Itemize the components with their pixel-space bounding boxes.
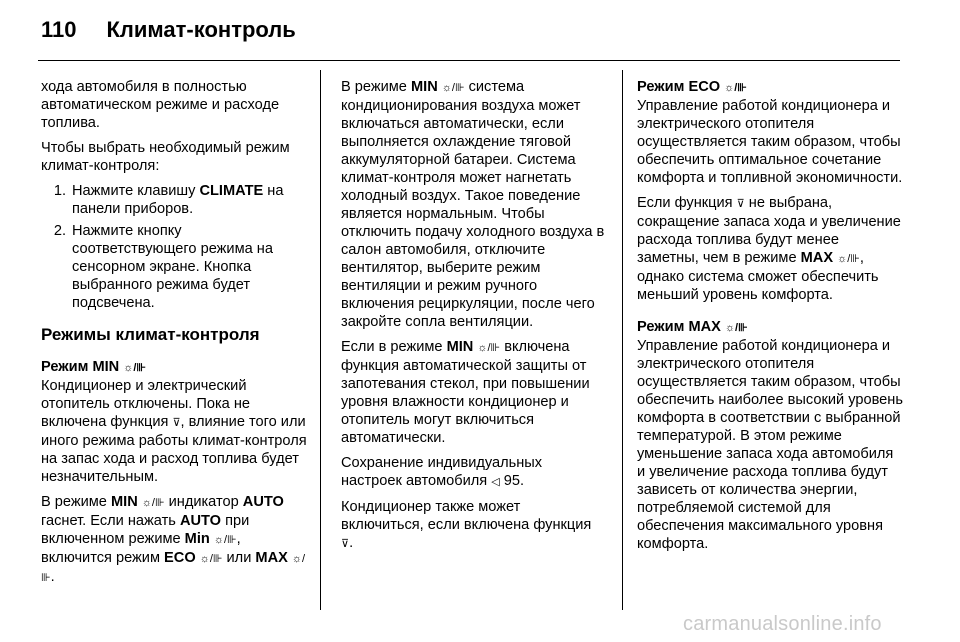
paragraph: хода автомобиля в полностью автоматическом режиме и расходе топлива. (41, 79, 280, 131)
paragraph: Управление работой кондиционера и электрического отопителя осуществляется таким образом, чтобы обеспечить оптимальное сочетание комфорта и топливной экономичности. (637, 98, 903, 186)
fan-ac-icon: ☼/⊪ (724, 322, 748, 334)
text: индикатор (164, 494, 243, 510)
paragraph: Управление работой кондиционера и электрического отопителя осуществляется таким образом, чтобы обеспечить наиболее высокий уровень комфорта в соответствии с выбранной температурой. В этом режиме уменьшение запаса хода автомобиля и увеличение расхода топлива будут зависеть от количества энергии, потребляемой системой для обеспечения максимального уровня комфорта. (637, 338, 903, 552)
paragraph (637, 194, 903, 304)
steps-list (41, 182, 307, 312)
list-item (41, 182, 307, 218)
column-divider (622, 70, 623, 610)
text: Сохранение индивидуальных настроек автомобиля (341, 455, 543, 489)
text: Кондиционер также может включиться, если включена функция (341, 499, 592, 533)
fan-ac-icon: ☼/⊪ (141, 497, 165, 509)
header-rule (38, 60, 900, 61)
text: Если в режиме (341, 339, 447, 355)
text: при включенном режиме (41, 513, 250, 547)
step-number: 1. (53, 183, 66, 199)
max-heading (637, 318, 903, 337)
fan-ac-icon: ☼/⊪ (724, 82, 747, 94)
mode-label: ECO (164, 550, 196, 566)
eco-heading (637, 78, 903, 97)
paragraph (341, 498, 605, 553)
paragraph (41, 377, 307, 486)
text: гаснет. Если нажать (41, 513, 180, 529)
fan-ac-icon: ☼/⊪ (199, 553, 223, 565)
climate-key-label: CLIMATE (199, 183, 264, 199)
heading-text: Режим MAX (637, 319, 721, 335)
min-heading (41, 358, 307, 377)
text: . (50, 569, 55, 585)
text: В режиме (41, 494, 111, 510)
text: . (349, 535, 354, 551)
page-reference[interactable]: 95. (499, 473, 525, 489)
fan-ac-icon: ☼/⊪ (441, 82, 465, 94)
text: включена функция автоматической защиты от запотевания стекол, при повышении уровня влажности кондиционер и отопитель могут включиться автоматически. (341, 339, 590, 446)
fan-ac-icon: ☼/⊪ (477, 342, 501, 354)
text: Нажмите клавишу (72, 183, 200, 199)
text: , влияние того или иного режима работы климат-контроля на запас хода и расход топлива будет незначительным. (41, 414, 307, 485)
paragraph (341, 338, 605, 447)
fan-ac-icon: ☼/⊪ (123, 362, 147, 374)
text: , однако система сможет обеспечить меньший уровень комфорта. (637, 250, 879, 303)
column-divider (320, 70, 321, 610)
mode-label: AUTO (242, 494, 284, 510)
list-item (41, 222, 307, 312)
heading-text: Режим ECO (637, 79, 721, 95)
text: Если функция (637, 195, 737, 211)
paragraph (341, 78, 605, 331)
page-number: 110 (41, 17, 77, 42)
page-header (41, 17, 296, 43)
step-number: 2. (53, 223, 66, 239)
text: Кондиционер и электрический отопитель отключены. Пока не включена функция (41, 378, 251, 430)
column-3 (637, 78, 903, 560)
mode-label: MAX (255, 550, 288, 566)
windshield-icon: ⊽ (341, 538, 350, 550)
section-heading: Режимы климат-контроля (41, 325, 260, 344)
mode-label: MIN (110, 494, 138, 510)
text: Нажмите кнопку соответствующего режима на сенсорном экране. Кнопка выбранного режима будет подсвечена. (72, 223, 273, 311)
column-1 (41, 78, 307, 594)
heading-text: Режим MIN (41, 359, 120, 375)
page-title: Климат-контроль (106, 17, 296, 42)
page-reference-icon: ◁ (491, 476, 500, 488)
text: не выбрана, сокращение запаса хода и увеличение расхода топлива будут менее заметны, чем в режиме (637, 195, 901, 266)
windshield-icon: ⊽ (172, 417, 181, 429)
fan-ac-icon: ☼/⊪ (837, 253, 860, 265)
mode-label: AUTO (179, 513, 222, 529)
fan-ac-icon: ☼/⊪ (213, 534, 237, 546)
windshield-icon: ⊽ (736, 198, 745, 210)
paragraph: Чтобы выбрать необходимый режим климат-контроля: (41, 140, 290, 174)
text: или (222, 550, 256, 566)
watermark: carmanualsonline.info (683, 613, 882, 635)
paragraph (341, 454, 605, 491)
mode-label: MIN (410, 79, 438, 95)
mode-label: Min (184, 531, 210, 547)
text: , включится режим (41, 531, 241, 566)
fan-ac-icon: ☼/⊪ (41, 553, 306, 584)
mode-label: MAX (800, 250, 834, 266)
text: система кондиционирования воздуха может включаться автоматически, если выполняется охлаждение тяговой аккумуляторной батареи. Система климат-контроля может нагнетать холодный воздух. Такое поведение является нормальным. Чтобы отключить подачу холодного воздуха в салон автомобиля, отключите вентилятор, выберите режим вентиляции и режим ручного включения рециркуляции, после чего закройте сопла вентиляции. (341, 79, 605, 330)
text: В режиме (341, 79, 411, 95)
text: на панели приборов. (72, 183, 284, 217)
mode-label: MIN (446, 339, 474, 355)
paragraph (41, 493, 307, 587)
column-2 (341, 78, 605, 560)
